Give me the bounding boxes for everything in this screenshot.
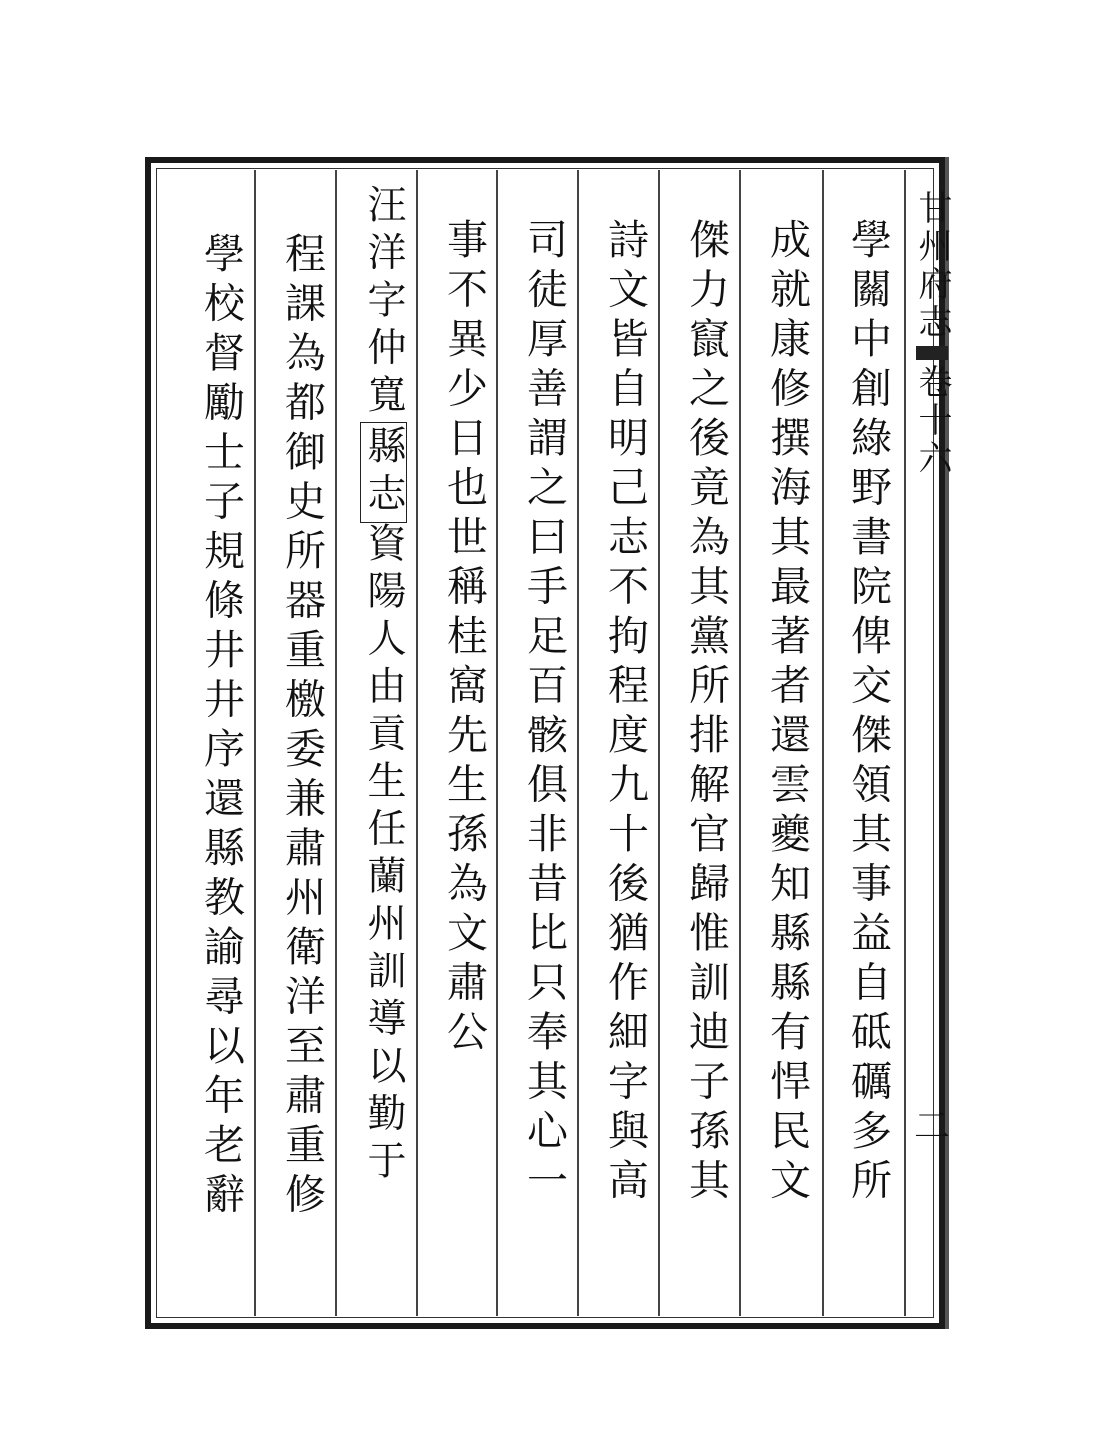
column-text: 學關中創綠野書院俾交傑領其事益自砥礪多所 bbox=[844, 218, 892, 1208]
column-text: 事不異少日也世稱桂窩先生孫為文肅公 bbox=[440, 218, 488, 1060]
banxin-volume: 卷十六 bbox=[912, 364, 952, 478]
column-rule bbox=[416, 170, 418, 1316]
column-text: 詩文皆自明己志不拘程度九十後猶作細字與高 bbox=[601, 218, 649, 1208]
text-column-5 bbox=[514, 218, 574, 1208]
boxed-note: 縣志 bbox=[360, 422, 407, 523]
text-column-4 bbox=[595, 218, 655, 1208]
text-column-9 bbox=[191, 232, 251, 1222]
column-rule bbox=[496, 170, 498, 1316]
text-column-7 bbox=[353, 184, 413, 1188]
column-rule bbox=[739, 170, 741, 1316]
fishtail-mark bbox=[916, 346, 948, 360]
folio-number: 二 bbox=[914, 1106, 951, 1147]
banxin bbox=[910, 190, 954, 478]
text-column-1 bbox=[838, 218, 898, 1208]
column-rule bbox=[904, 170, 906, 1316]
text-column-2 bbox=[757, 218, 817, 1208]
column-rule bbox=[658, 170, 660, 1316]
column-text: 汪洋字仲寬縣志資陽人由貢生任蘭州訓導以勤于 bbox=[361, 184, 406, 1188]
column-text: 傑力竄之後竟為其黨所排解官歸惟訓迪子孫其 bbox=[682, 218, 730, 1208]
banxin-title: 甘州府志 bbox=[912, 190, 952, 342]
column-text: 學校督勵士子規條井井序還縣教諭尋以年老辭 bbox=[197, 232, 245, 1222]
column-rule bbox=[822, 170, 824, 1316]
column-text: 成就康修撰海其最著者還雲夔知縣縣有悍民文 bbox=[763, 218, 811, 1208]
column-rule bbox=[335, 170, 337, 1316]
text-column-3 bbox=[676, 218, 736, 1208]
text-column-8 bbox=[272, 232, 332, 1222]
column-rule bbox=[254, 170, 256, 1316]
column-rule bbox=[577, 170, 579, 1316]
text-column-6 bbox=[434, 218, 494, 1060]
column-text: 程課為都御史所器重檄委兼肅州衛洋至肅重修 bbox=[278, 232, 326, 1222]
column-text: 司徒厚善謂之曰手足百骸俱非昔比只奉其心一 bbox=[520, 218, 568, 1208]
